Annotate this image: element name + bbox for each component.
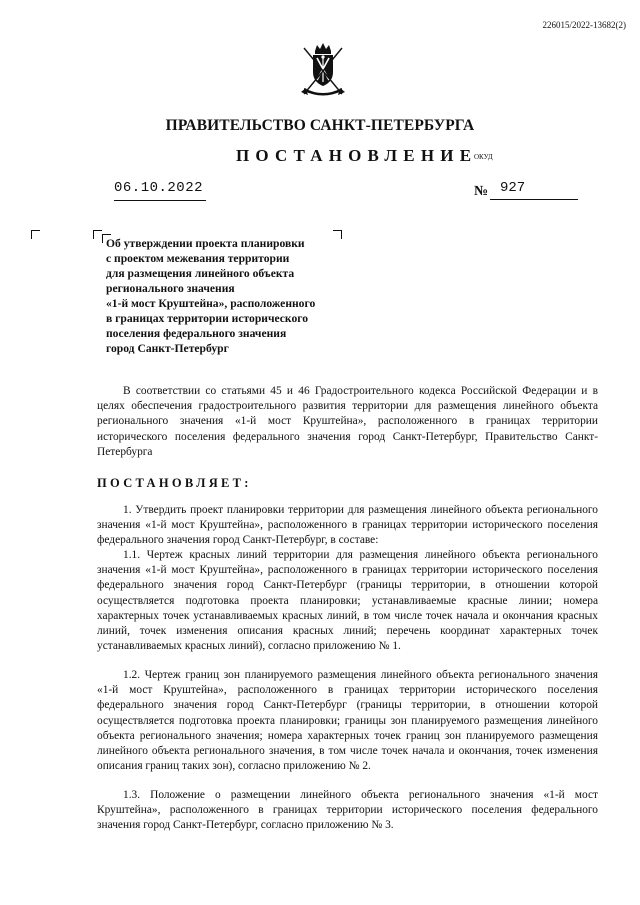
number-sign: № (474, 184, 489, 199)
paragraph-1: 1. Утвердить проект планировки территории для размещения линейного объекта регионального значения «1-й мост Круштейна», расположенного в границах территории исторического поселения федерального значения город Санкт-Петербург, в составе: (97, 504, 598, 547)
number-underline (490, 199, 578, 200)
subject-line: Об утверждении проекта планировки (106, 237, 305, 250)
document-number: 927 (500, 180, 526, 196)
subject-line: для размещения линейного объекта (106, 267, 295, 280)
paragraph-1-3: 1.3. Положение о размещении линейного объекта регионального значения «1-й мост Круштейна», расположенного в границах территории исторического поселения федерального значения город Санкт-Петербург, согласно приложению № 3. (97, 789, 598, 832)
subject-line: «1-й мост Круштейна», расположенного (106, 297, 316, 310)
corner-mark (31, 230, 40, 239)
registration-number: 226015/2022-13682(2) (542, 20, 626, 30)
paragraph-1-1: 1.1. Чертеж красных линий территории для размещения линейного объекта регионального значения «1-й мост Круштейна», расположенного в границах территории исторического поселения федерального значения город Санкт-Петербург (границы территории, в отношении которой осуществляется подготовка проекта планировки; устанавливаемые красные линии; номера характерных точек устанавливаемых красных линий, в том числе точек начала и окончания красных линий, точек изменения описания красных линий; перечень координат характерных точек устанавливаемых красных линий), согласно приложению № 1. (97, 549, 598, 653)
subject-line: город Санкт-Петербург (106, 342, 229, 355)
resolves-heading: ПОСТАНОВЛЯЕТ: (97, 476, 252, 490)
subject-line: поселения федерального значения (106, 327, 287, 340)
corner-mark (333, 230, 342, 239)
okud-label: ОКУД (474, 153, 493, 161)
subject-line: регионального значения (106, 282, 235, 295)
government-name: ПРАВИТЕЛЬСТВО САНКТ-ПЕТЕРБУРГА (165, 117, 475, 134)
corner-mark (93, 230, 102, 239)
st-petersburg-coat-of-arms-icon (298, 42, 348, 98)
paragraph-1-2: 1.2. Чертеж границ зон планируемого размещения линейного объекта регионального значения «1-й мост Круштейна», расположенного в границах территории исторического поселения федерального значения город Санкт-Петербург (границы территории, в отношении которой осуществляется подготовка проекта планировки; границы зон планируемого размещения линейного объекта регионального значения; номера характерных точек границ зон планируемого размещения линейного объекта регионального значения, в том числе точек начала и окончания, точек изменения описания границ таких зон), согласно приложению № 2. (97, 669, 598, 773)
intro-paragraph: В соответствии со статьями 45 и 46 Градостроительного кодекса Российской Федерации и в целях обеспечения градостроительного развития территории для размещения линейного объекта регионального значения «1-й мост Круштейна», расположенного в границах территории исторического поселения федерального значения город Санкт-Петербург, Правительство Санкт-Петербурга (97, 385, 598, 458)
document-type: ПОСТАНОВЛЕНИЕ (236, 146, 478, 165)
document-date: 06.10.2022 (114, 180, 204, 196)
subject-line: в границах территории исторического (106, 312, 309, 325)
subject-line: с проектом межевания территории (106, 252, 290, 265)
document-subject (106, 236, 315, 356)
date-underline (114, 200, 206, 201)
